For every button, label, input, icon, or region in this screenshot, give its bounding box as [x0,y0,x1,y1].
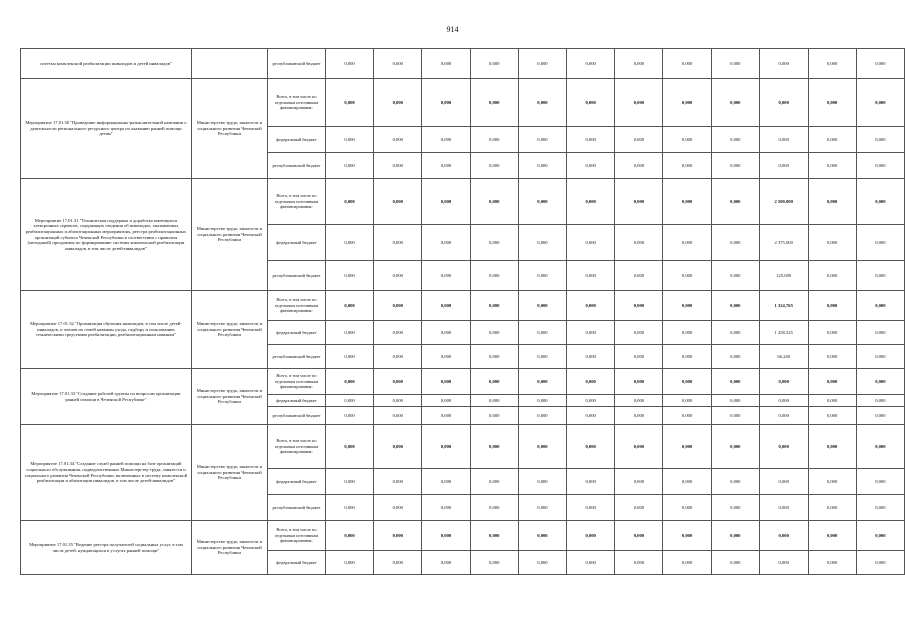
amount-cell: 0,000 [422,521,470,551]
amount-cell: 0,000 [470,407,518,425]
amount-cell: 0,000 [856,179,904,225]
amount-cell: 0,000 [615,261,663,291]
amount-cell: 0,000 [470,395,518,407]
amount-cell: 0,000 [615,521,663,551]
amount-cell: 0,000 [808,425,856,469]
amount-cell: 0,000 [518,407,566,425]
amount-cell: 0,000 [615,291,663,321]
amount-cell: 0,000 [663,345,711,369]
amount-cell: 0,000 [518,225,566,261]
amount-cell: 0,000 [567,345,615,369]
amount-cell: 0,000 [808,345,856,369]
amount-cell: 0,000 [663,395,711,407]
amount-cell: 0,000 [711,153,759,179]
amount-cell: 0,000 [808,369,856,395]
amount-cell: 0,000 [518,521,566,551]
amount-cell: 0,000 [374,261,422,291]
amount-cell: 0,000 [567,291,615,321]
amount-cell: 0,000 [663,369,711,395]
amount-cell: 0,000 [422,369,470,395]
amount-cell: 0,000 [325,49,373,79]
amount-cell: 0,000 [856,49,904,79]
amount-cell: 0,000 [808,179,856,225]
amount-cell: 0,000 [808,49,856,79]
amount-cell: 0,000 [374,153,422,179]
funding-source: Всего, в том числе по отдельным источникам финансирования: [267,79,325,127]
amount-cell: 0,000 [518,321,566,345]
amount-cell: 0,000 [808,407,856,425]
amount-cell: 0,000 [808,321,856,345]
amount-cell: 0,000 [567,425,615,469]
amount-cell: 0,000 [470,495,518,521]
amount-cell: 0,000 [615,345,663,369]
amount-cell: 0,000 [856,225,904,261]
funding-source: федеральный бюджет [267,395,325,407]
funding-source: федеральный бюджет [267,551,325,575]
amount-cell: 0,000 [470,261,518,291]
amount-cell: 0,000 [711,551,759,575]
amount-cell: 0,000 [470,179,518,225]
amount-cell: 0,000 [422,425,470,469]
amount-cell: 0,000 [422,551,470,575]
amount-cell: 0,000 [470,321,518,345]
amount-cell: 0,000 [808,551,856,575]
amount-cell: 0,000 [518,469,566,495]
amount-cell: 0,000 [615,49,663,79]
amount-cell: 0,000 [422,127,470,153]
amount-cell: 0,000 [856,321,904,345]
table-row [21,425,905,469]
amount-cell: 0,000 [567,49,615,79]
amount-cell: 0,000 [470,425,518,469]
amount-cell: 0,000 [325,153,373,179]
amount-cell: 0,000 [374,551,422,575]
amount-cell: 0,000 [567,127,615,153]
funding-source: республиканский бюджет [267,153,325,179]
amount-cell: 0,000 [615,321,663,345]
amount-cell: 0,000 [663,321,711,345]
amount-cell: 0,000 [325,495,373,521]
amount-cell: 0,000 [422,179,470,225]
amount-cell: 0,000 [615,469,663,495]
amount-cell: 0,000 [374,291,422,321]
amount-cell: 0,000 [663,291,711,321]
amount-cell: 1 258,525 [759,321,808,345]
amount-cell: 2 375,000 [759,225,808,261]
table-row [21,49,905,79]
amount-cell: 0,000 [470,521,518,551]
amount-cell: 0,000 [470,127,518,153]
amount-cell: 0,000 [663,469,711,495]
amount-cell: 0,000 [856,345,904,369]
funding-source: республиканский бюджет [267,49,325,79]
amount-cell: 0,000 [422,321,470,345]
amount-cell: 0,000 [518,153,566,179]
amount-cell: 0,000 [325,551,373,575]
amount-cell: 0,000 [325,395,373,407]
amount-cell: 0,000 [663,49,711,79]
amount-cell: 0,000 [518,425,566,469]
amount-cell: 0,000 [808,261,856,291]
responsible-executor: Министерство труда, занятости и социального развития Чеченской Республики [191,425,267,521]
measure-name: Мероприятие 17.01.35 "Ведение реестра получателей социальных услуг, в том числе детей, нуждающихся в услугах ранней помощи" [21,521,192,575]
amount-cell: 0,000 [711,261,759,291]
amount-cell: 0,000 [567,395,615,407]
amount-cell: 0,000 [374,521,422,551]
responsible-executor: Министерство труда, занятости и социального развития Чеченской Республики [191,179,267,291]
amount-cell: 0,000 [808,225,856,261]
amount-cell: 0,000 [325,79,373,127]
amount-cell: 0,000 [422,345,470,369]
amount-cell: 0,000 [518,495,566,521]
amount-cell: 0,000 [759,153,808,179]
amount-cell: 1 324,765 [759,291,808,321]
amount-cell: 0,000 [567,469,615,495]
funding-source: Всего, в том числе по отдельным источникам финансирования: [267,369,325,395]
amount-cell: 0,000 [567,495,615,521]
table-row [21,291,905,321]
amount-cell: 0,000 [759,79,808,127]
amount-cell: 0,000 [856,127,904,153]
amount-cell: 0,000 [470,225,518,261]
amount-cell: 0,000 [615,369,663,395]
amount-cell: 0,000 [615,551,663,575]
amount-cell: 0,000 [615,225,663,261]
amount-cell: 0,000 [518,369,566,395]
amount-cell: 0,000 [856,551,904,575]
amount-cell: 0,000 [470,79,518,127]
amount-cell: 0,000 [856,79,904,127]
table-row [21,179,905,225]
responsible-executor: Министерство труда, занятости и социального развития Чеченской Республики [191,521,267,575]
responsible-executor [191,49,267,79]
amount-cell: 0,000 [325,345,373,369]
funding-source: республиканский бюджет [267,495,325,521]
amount-cell: 0,000 [567,225,615,261]
amount-cell: 0,000 [374,345,422,369]
amount-cell: 0,000 [518,551,566,575]
amount-cell: 0,000 [470,291,518,321]
amount-cell: 0,000 [325,225,373,261]
amount-cell: 66,240 [759,345,808,369]
amount-cell: 0,000 [759,495,808,521]
amount-cell: 0,000 [856,425,904,469]
funding-source: федеральный бюджет [267,127,325,153]
amount-cell: 0,000 [711,291,759,321]
amount-cell: 0,000 [856,153,904,179]
amount-cell: 0,000 [663,261,711,291]
amount-cell: 0,000 [856,469,904,495]
funding-source: Всего, в том числе по отдельным источникам финансирования: [267,179,325,225]
amount-cell: 0,000 [759,127,808,153]
amount-cell: 0,000 [759,551,808,575]
amount-cell: 0,000 [567,551,615,575]
funding-source: республиканский бюджет [267,345,325,369]
amount-cell: 0,000 [374,225,422,261]
amount-cell: 0,000 [374,407,422,425]
amount-cell: 0,000 [808,495,856,521]
amount-cell: 0,000 [374,49,422,79]
amount-cell: 0,000 [615,127,663,153]
amount-cell: 0,000 [759,369,808,395]
amount-cell: 0,000 [711,321,759,345]
amount-cell: 0,000 [711,521,759,551]
amount-cell: 0,000 [518,49,566,79]
page-number: 914 [446,25,459,34]
amount-cell: 0,000 [325,369,373,395]
amount-cell: 0,000 [518,261,566,291]
amount-cell: 0,000 [374,179,422,225]
amount-cell: 0,000 [856,261,904,291]
funding-source: Всего, в том числе по отдельным источникам финансирования: [267,425,325,469]
amount-cell: 0,000 [422,291,470,321]
funding-source: федеральный бюджет [267,321,325,345]
amount-cell: 0,000 [856,521,904,551]
amount-cell: 0,000 [711,407,759,425]
amount-cell: 0,000 [808,469,856,495]
amount-cell: 0,000 [808,291,856,321]
amount-cell: 0,000 [663,495,711,521]
amount-cell: 0,000 [711,469,759,495]
amount-cell: 0,000 [663,127,711,153]
funding-table [20,48,905,575]
amount-cell: 0,000 [325,521,373,551]
amount-cell: 0,000 [856,291,904,321]
amount-cell: 0,000 [567,153,615,179]
amount-cell: 0,000 [374,469,422,495]
amount-cell: 0,000 [663,225,711,261]
amount-cell: 0,000 [470,153,518,179]
amount-cell: 0,000 [470,345,518,369]
amount-cell: 0,000 [325,321,373,345]
amount-cell: 0,000 [759,395,808,407]
amount-cell: 0,000 [856,395,904,407]
amount-cell: 0,000 [663,551,711,575]
amount-cell: 0,000 [374,425,422,469]
amount-cell: 0,000 [711,225,759,261]
funding-source: Всего, в том числе по отдельным источникам финансирования: [267,291,325,321]
table-row [21,521,905,551]
amount-cell: 0,000 [856,495,904,521]
amount-cell: 0,000 [759,521,808,551]
amount-cell: 0,000 [374,321,422,345]
amount-cell: 0,000 [422,469,470,495]
amount-cell: 0,000 [567,261,615,291]
amount-cell: 0,000 [422,153,470,179]
table-row [21,369,905,395]
amount-cell: 0,000 [518,395,566,407]
amount-cell: 0,000 [325,291,373,321]
amount-cell: 0,000 [325,261,373,291]
amount-cell: 0,000 [663,179,711,225]
amount-cell: 0,000 [470,469,518,495]
amount-cell: 0,000 [711,49,759,79]
amount-cell: 0,000 [374,79,422,127]
amount-cell: 0,000 [615,395,663,407]
amount-cell: 0,000 [759,469,808,495]
amount-cell: 0,000 [615,495,663,521]
amount-cell: 0,000 [663,153,711,179]
amount-cell: 0,000 [615,425,663,469]
amount-cell: 0,000 [518,179,566,225]
amount-cell: 0,000 [711,179,759,225]
amount-cell: 0,000 [567,369,615,395]
funding-source: федеральный бюджет [267,469,325,495]
amount-cell: 0,000 [711,369,759,395]
amount-cell: 0,000 [759,407,808,425]
amount-cell: 0,000 [518,291,566,321]
amount-cell: 0,000 [711,495,759,521]
amount-cell: 0,000 [663,79,711,127]
amount-cell: 0,000 [711,395,759,407]
amount-cell: 0,000 [422,395,470,407]
amount-cell: 0,000 [470,369,518,395]
amount-cell: 0,000 [325,179,373,225]
amount-cell: 125,000 [759,261,808,291]
funding-table-body [21,49,905,575]
amount-cell: 0,000 [518,127,566,153]
amount-cell: 0,000 [808,521,856,551]
amount-cell: 0,000 [759,425,808,469]
amount-cell: 0,000 [567,521,615,551]
amount-cell: 0,000 [422,261,470,291]
amount-cell: 0,000 [856,407,904,425]
amount-cell: 0,000 [422,407,470,425]
amount-cell: 0,000 [663,407,711,425]
responsible-executor: Министерство труда, занятости и социального развития Чеченской Республики [191,291,267,369]
amount-cell: 2 500,000 [759,179,808,225]
amount-cell: 0,000 [518,345,566,369]
amount-cell: 0,000 [422,495,470,521]
measure-name: ситетьм комплексной реабилитации инвалидов и детей инвалидов" [21,49,192,79]
amount-cell: 0,000 [615,153,663,179]
amount-cell: 0,000 [663,521,711,551]
measure-name: Мероприятие 17.01.30 "Проведение информационно-разъяснительной кампании о деятельности регионального ресурсного центра по оказанию ранней помощи детям" [21,79,192,179]
amount-cell: 0,000 [615,79,663,127]
amount-cell: 0,000 [615,407,663,425]
amount-cell: 0,000 [325,425,373,469]
amount-cell: 0,000 [567,407,615,425]
amount-cell: 0,000 [711,127,759,153]
measure-name: Мероприятие 17.01.34 "Создание служб ранней помощи на базе организаций социального обслуживания, подведомственных Министерству труда, занятости и социального развития Чеченской Республики, включенных в систему комплексной реабилитации и абилитации инвалидов, в том числе детей-инвалидов" [21,425,192,521]
amount-cell: 0,000 [374,369,422,395]
amount-cell: 0,000 [808,79,856,127]
responsible-executor: Министерство труда, занятости и социального развития Чеченской Республики [191,369,267,425]
funding-source: республиканский бюджет [267,261,325,291]
amount-cell: 0,000 [325,407,373,425]
measure-name: Мероприятие 17.01.33 "Создание рабочей группы по вопросам организации ранней помощи в Чеченской Республике" [21,369,192,425]
amount-cell: 0,000 [470,551,518,575]
measure-name: Мероприятие 17.01.31 "Техническая поддержка и доработка имеющихся электронных сервисов, содержащих сведения об инвалидах, оказываемых реабилитационных и абилитационных мероприятиях, реестра реабилитационных организаций субъекта Чеченской Республики в соответствии с правилом (методикой) программы по формированию системы комплексной реабилитации инвалидов, в том числе детей-инвалидов" [21,179,192,291]
amount-cell: 0,000 [808,153,856,179]
amount-cell: 0,000 [808,127,856,153]
amount-cell: 0,000 [567,79,615,127]
amount-cell: 0,000 [567,321,615,345]
amount-cell: 0,000 [422,79,470,127]
responsible-executor: Министерство труда, занятости и социального развития Чеченской Республики [191,79,267,179]
amount-cell: 0,000 [325,469,373,495]
amount-cell: 0,000 [711,425,759,469]
amount-cell: 0,000 [663,425,711,469]
amount-cell: 0,000 [711,345,759,369]
amount-cell: 0,000 [325,127,373,153]
funding-source: Всего, в том числе по отдельным источникам финансирования: [267,521,325,551]
amount-cell: 0,000 [808,395,856,407]
amount-cell: 0,000 [422,49,470,79]
amount-cell: 0,000 [422,225,470,261]
amount-cell: 0,000 [374,495,422,521]
table-row [21,79,905,127]
amount-cell: 0,000 [518,79,566,127]
funding-source: республиканский бюджет [267,407,325,425]
amount-cell: 0,000 [374,395,422,407]
amount-cell: 0,000 [615,179,663,225]
amount-cell: 0,000 [470,49,518,79]
amount-cell: 0,000 [567,179,615,225]
amount-cell: 0,000 [374,127,422,153]
measure-name: Мероприятие 17.01.32 "Организация обучения инвалидов, в том числе детей-инвалидов, и членов их семей навыкам ухода, подбору и пользованию техническими средствами реабилитации, реабилитационным навыкам" [21,291,192,369]
amount-cell: 0,000 [711,79,759,127]
funding-source: федеральный бюджет [267,225,325,261]
amount-cell: 0,000 [856,369,904,395]
amount-cell: 0,000 [759,49,808,79]
